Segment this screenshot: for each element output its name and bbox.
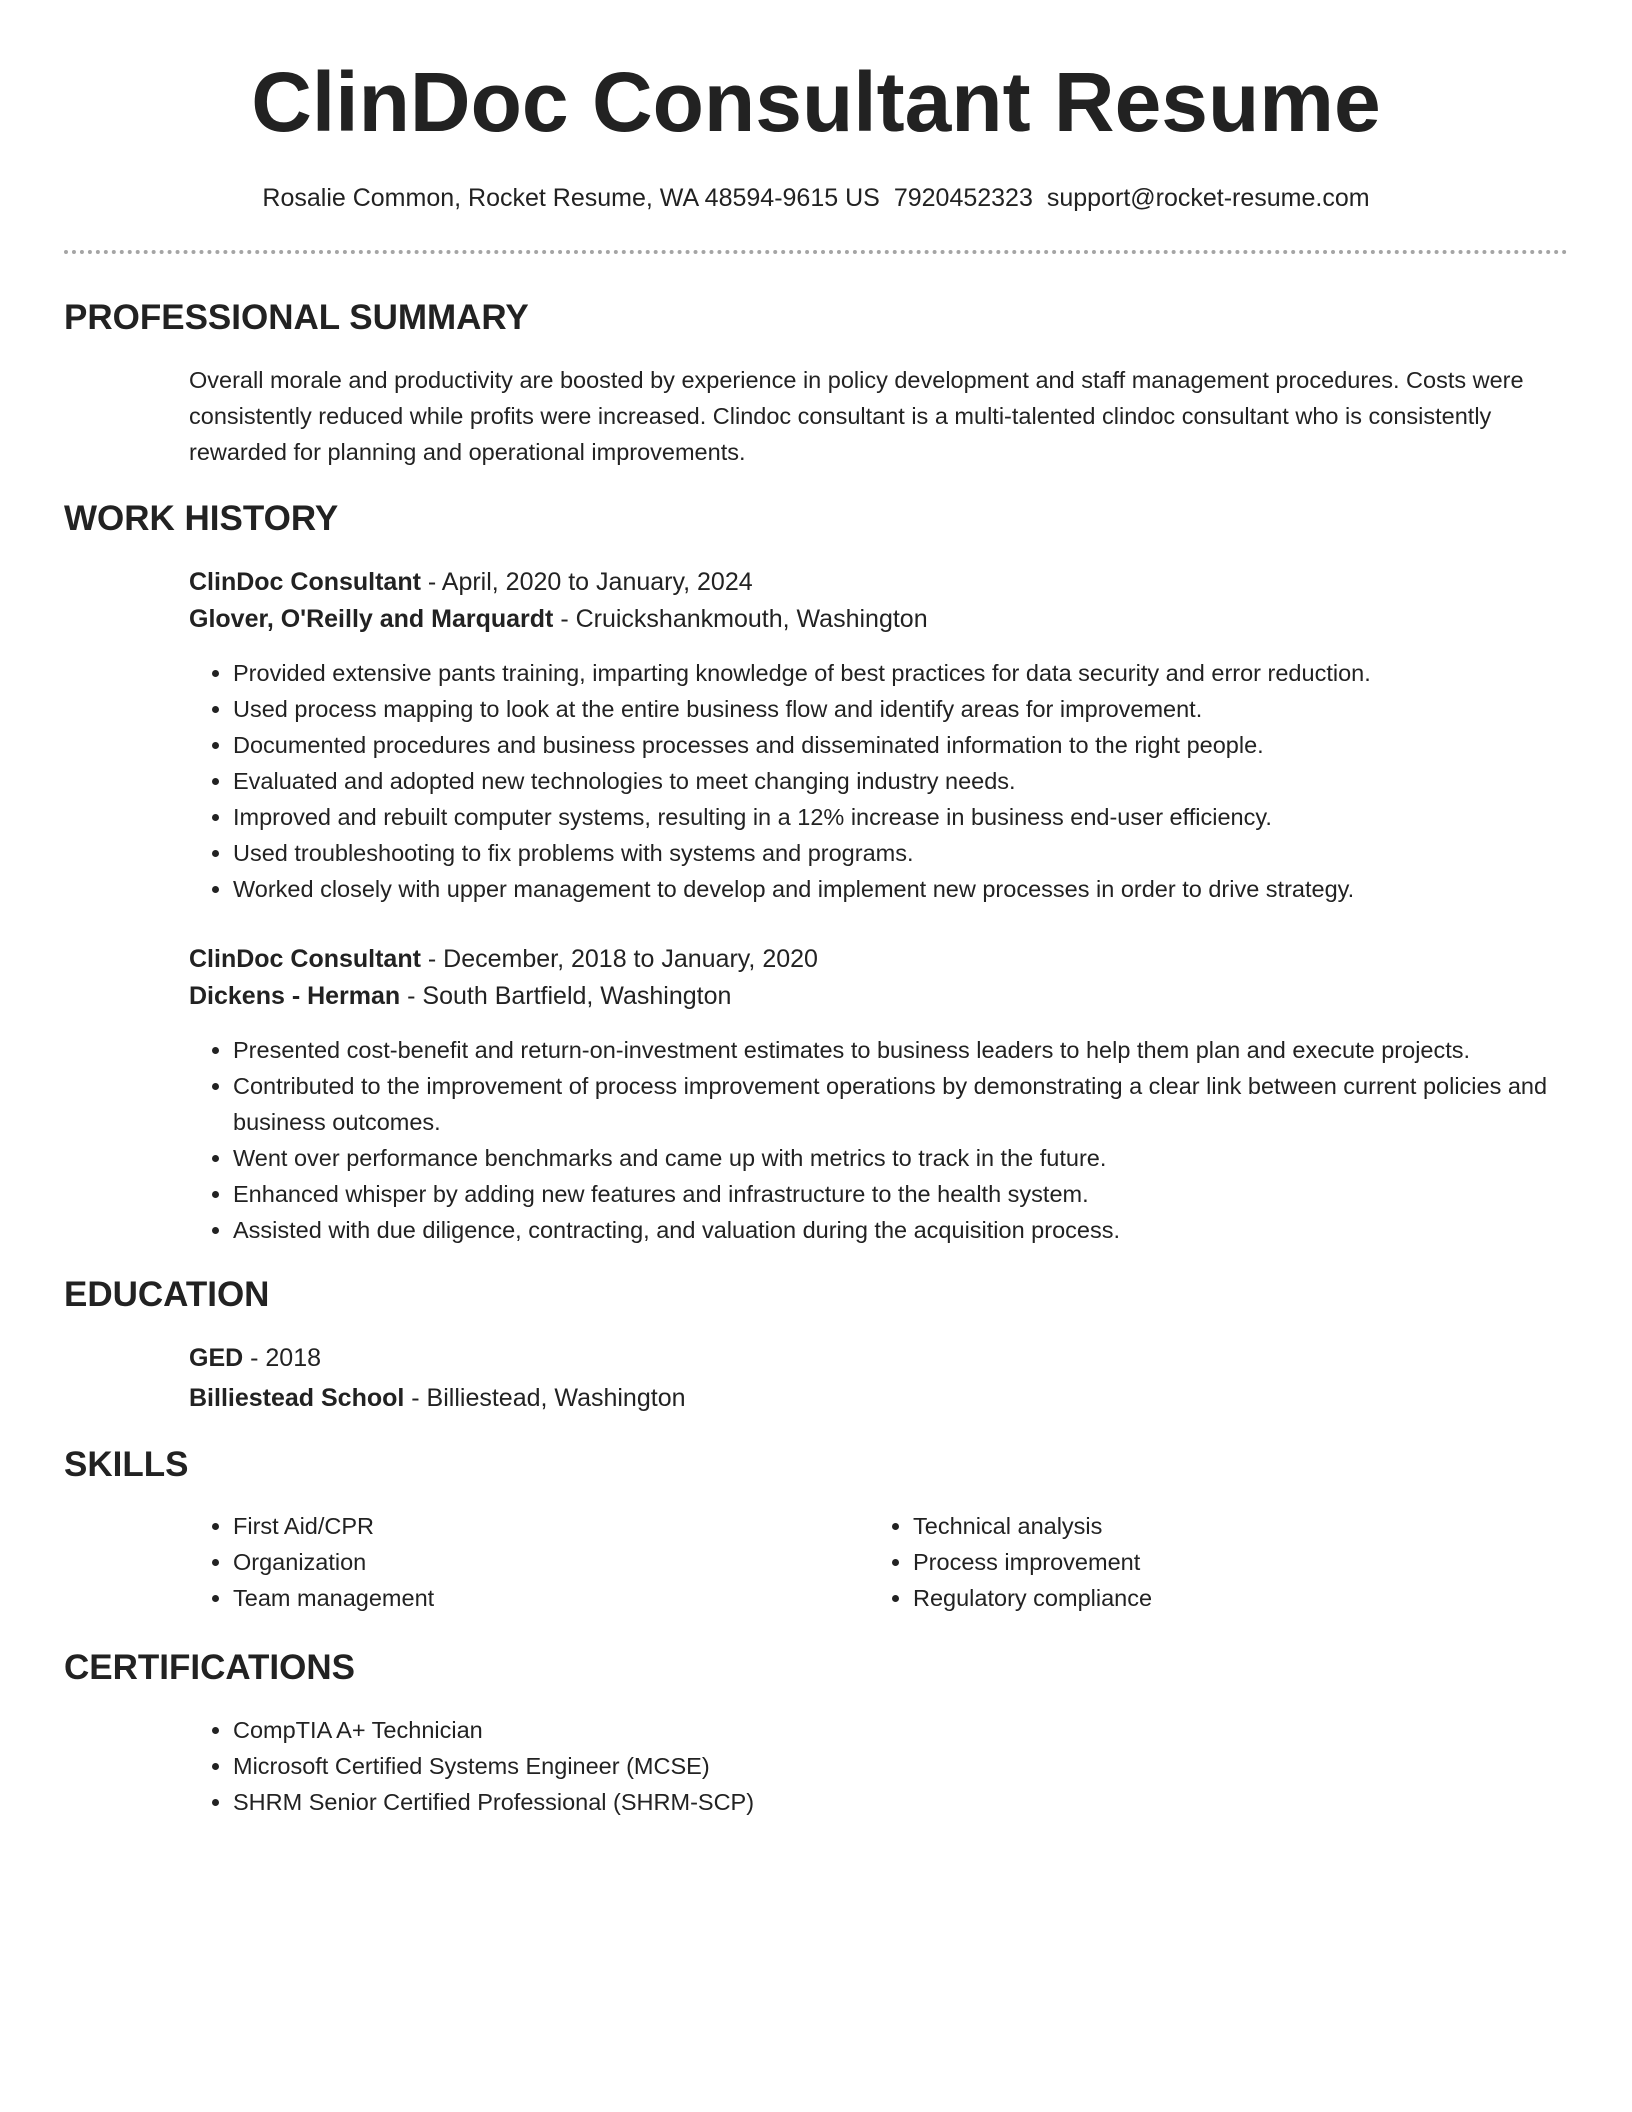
skills-list-left (189, 1508, 873, 1616)
job-2-company: Dickens - Herman (189, 982, 401, 1010)
list-item: • Assisted with due diligence, contracting, and valuation during the acquisition process. (233, 1212, 1608, 1248)
list-item: • Technical analysis (913, 1508, 1553, 1544)
certifications-list (189, 1712, 1608, 1820)
contact-address: Rosalie Common, Rocket Resume, WA 48594-9615 US (262, 184, 880, 212)
contact-line (0, 182, 1632, 214)
education-degree-line (189, 1340, 1564, 1376)
education-degree: GED (189, 1344, 244, 1372)
list-item: • Team management (233, 1580, 873, 1616)
job-2-dates: - December, 2018 to January, 2020 (420, 945, 818, 973)
job-2-company-line (189, 978, 1564, 1014)
resume-title: ClinDoc Consultant Resume (251, 55, 1381, 149)
work-history-heading: WORK HISTORY (64, 499, 339, 538)
list-item: • Process improvement (913, 1544, 1553, 1580)
list-item: • Evaluated and adopted new technologies to meet changing industry needs. (233, 763, 1608, 799)
job-1-dates: - April, 2020 to January, 2024 (420, 568, 753, 596)
skills-list-right (869, 1508, 1553, 1616)
list-item: • Provided extensive pants training, imparting knowledge of best practices for data security and error reduction. (233, 655, 1608, 691)
list-item: • SHRM Senior Certified Professional (SHRM-SCP) (233, 1784, 1608, 1820)
education-location: - Billiestead, Washington (404, 1384, 686, 1412)
job-2-title: ClinDoc Consultant (189, 945, 421, 973)
job-1-location: - Cruickshankmouth, Washington (553, 605, 928, 633)
job-1-title-line (189, 564, 1564, 600)
list-item: • Contributed to the improvement of process improvement operations by demonstrating a clear link between current policies and business outcomes. (233, 1068, 1608, 1140)
job-2-location: - South Bartfield, Washington (400, 982, 732, 1010)
education-year: - 2018 (243, 1344, 322, 1372)
contact-phone: 7920452323 (893, 184, 1033, 212)
job-1-title: ClinDoc Consultant (189, 568, 421, 596)
job-2-title-line (189, 941, 1564, 977)
list-item: • CompTIA A+ Technician (233, 1712, 1608, 1748)
contact-email: support@rocket-resume.com (1046, 184, 1370, 212)
list-item: • Improved and rebuilt computer systems, resulting in a 12% increase in business end-user efficiency. (233, 799, 1608, 835)
education-school: Billiestead School (189, 1384, 405, 1412)
education-school-line (189, 1380, 1564, 1416)
list-item: • Used troubleshooting to fix problems with systems and programs. (233, 835, 1608, 871)
certifications-heading: CERTIFICATIONS (64, 1648, 356, 1687)
list-item: • Used process mapping to look at the entire business flow and identify areas for improvement. (233, 691, 1608, 727)
list-item: • Regulatory compliance (913, 1580, 1553, 1616)
summary-text: Overall morale and productivity are boosted by experience in policy development and staff management procedures. Costs were consistently reduced while profits were increased. Clindoc consultant is a multi-talented clindoc consultant who is consistently rewarded for planning and operational improvements. (189, 367, 1524, 465)
list-item: • Organization (233, 1544, 873, 1580)
header-divider (64, 250, 1568, 254)
skills-heading: SKILLS (64, 1445, 189, 1484)
job-1-company: Glover, O'Reilly and Marquardt (189, 605, 554, 633)
job-2-bullets (189, 1032, 1608, 1248)
list-item: • Documented procedures and business processes and disseminated information to the right people. (233, 727, 1608, 763)
summary-heading: PROFESSIONAL SUMMARY (64, 298, 529, 337)
list-item: • Microsoft Certified Systems Engineer (MCSE) (233, 1748, 1608, 1784)
list-item: • Went over performance benchmarks and came up with metrics to track in the future. (233, 1140, 1608, 1176)
list-item: • First Aid/CPR (233, 1508, 873, 1544)
education-heading: EDUCATION (64, 1275, 270, 1314)
list-item: • Presented cost-benefit and return-on-investment estimates to business leaders to help them plan and execute projects. (233, 1032, 1608, 1068)
job-1-bullets (189, 655, 1608, 907)
list-item: • Worked closely with upper management to develop and implement new processes in order to drive strategy. (233, 871, 1608, 907)
list-item: • Enhanced whisper by adding new features and infrastructure to the health system. (233, 1176, 1608, 1212)
job-1-company-line (189, 601, 1564, 637)
